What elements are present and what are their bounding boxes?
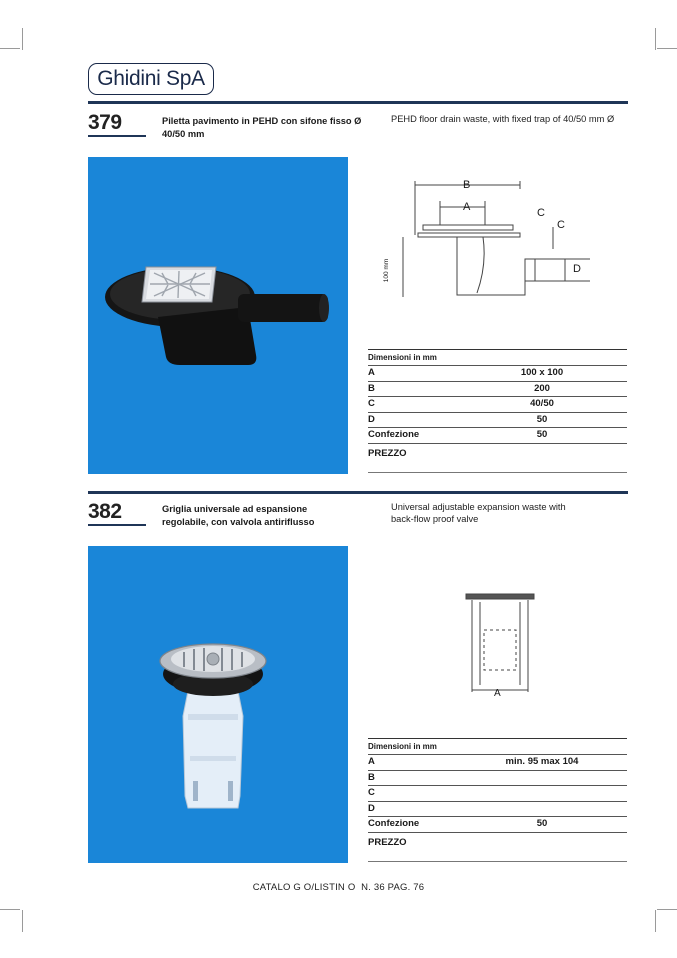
crop-mark bbox=[657, 48, 677, 49]
product-code: 379 bbox=[88, 111, 122, 134]
row-value: 40/50 bbox=[530, 398, 554, 409]
section-rule bbox=[88, 491, 628, 494]
table-row bbox=[368, 412, 627, 428]
table-row bbox=[368, 396, 627, 412]
row-value: 50 bbox=[536, 818, 548, 829]
table-row bbox=[368, 801, 627, 817]
row-key: A bbox=[368, 367, 375, 378]
crop-mark bbox=[22, 910, 23, 932]
drawing-label-a: A bbox=[494, 688, 501, 699]
table-row bbox=[368, 816, 627, 833]
dimensions-table bbox=[368, 349, 627, 444]
row-key: B bbox=[368, 382, 375, 394]
crop-mark bbox=[22, 28, 23, 50]
table-row bbox=[368, 770, 627, 786]
crop-mark bbox=[0, 48, 20, 49]
dimensions-header: Dimensioni in mm bbox=[368, 349, 627, 365]
product-title-it: Griglia universale ad espansione regolabile, con valvola antiriflusso bbox=[162, 504, 315, 527]
price-rule bbox=[368, 472, 627, 473]
technical-drawing bbox=[460, 590, 540, 702]
product-code-underline bbox=[88, 135, 146, 137]
row-value: 50 bbox=[536, 429, 548, 440]
drawing-label-d: D bbox=[573, 263, 581, 275]
row-key: Confezione bbox=[368, 429, 420, 440]
product-title-en: Universal adjustable expansion waste with back-flow proof valve bbox=[391, 502, 566, 524]
row-key: C bbox=[368, 398, 375, 409]
crop-mark bbox=[657, 909, 677, 910]
row-value: 50 bbox=[536, 413, 548, 425]
row-key: D bbox=[368, 413, 375, 425]
technical-drawing bbox=[385, 175, 600, 305]
table-row bbox=[368, 427, 627, 444]
drawing-label-a: A bbox=[463, 201, 471, 213]
row-key: Confezione bbox=[368, 818, 420, 829]
table-row bbox=[368, 365, 627, 381]
page-footer: CATALO G O/LISTIN O N. 36 PAG. 76 bbox=[252, 882, 425, 893]
table-row bbox=[368, 381, 627, 397]
dimensions-header: Dimensioni in mm bbox=[368, 738, 627, 754]
drawing-label-c: C bbox=[537, 207, 545, 219]
dimensions-table bbox=[368, 738, 627, 833]
row-value: 100 x 100 bbox=[520, 367, 564, 378]
product-title-en: PEHD floor drain waste, with fixed trap of 40/50 mm Ø bbox=[391, 114, 615, 124]
crop-mark bbox=[655, 28, 656, 50]
section-rule bbox=[88, 101, 628, 104]
table-row bbox=[368, 785, 627, 801]
product-photo bbox=[88, 546, 348, 863]
row-value: 200 bbox=[534, 382, 550, 394]
row-key: B bbox=[368, 771, 375, 783]
row-key: D bbox=[368, 802, 375, 814]
drawing-label-height: 100 mm bbox=[383, 258, 391, 283]
drawing-label-c: C bbox=[557, 219, 565, 231]
drawing-label-b: B bbox=[463, 179, 471, 191]
product-code-underline bbox=[88, 524, 146, 526]
product-title-it: Piletta pavimento in PEHD con sifone fisso Ø 40/50 mm bbox=[162, 116, 362, 139]
product-photo bbox=[88, 157, 348, 474]
product-code: 382 bbox=[88, 500, 122, 523]
crop-mark bbox=[655, 910, 656, 932]
row-value: min. 95 max 104 bbox=[505, 756, 579, 767]
price-label: PREZZO bbox=[368, 448, 407, 459]
row-key: A bbox=[368, 756, 375, 767]
brand-logo: Ghidini SpA bbox=[88, 63, 214, 95]
row-key: C bbox=[368, 787, 375, 798]
price-rule bbox=[368, 861, 627, 862]
price-label: PREZZO bbox=[368, 837, 407, 848]
crop-mark bbox=[0, 909, 20, 910]
table-row bbox=[368, 754, 627, 770]
